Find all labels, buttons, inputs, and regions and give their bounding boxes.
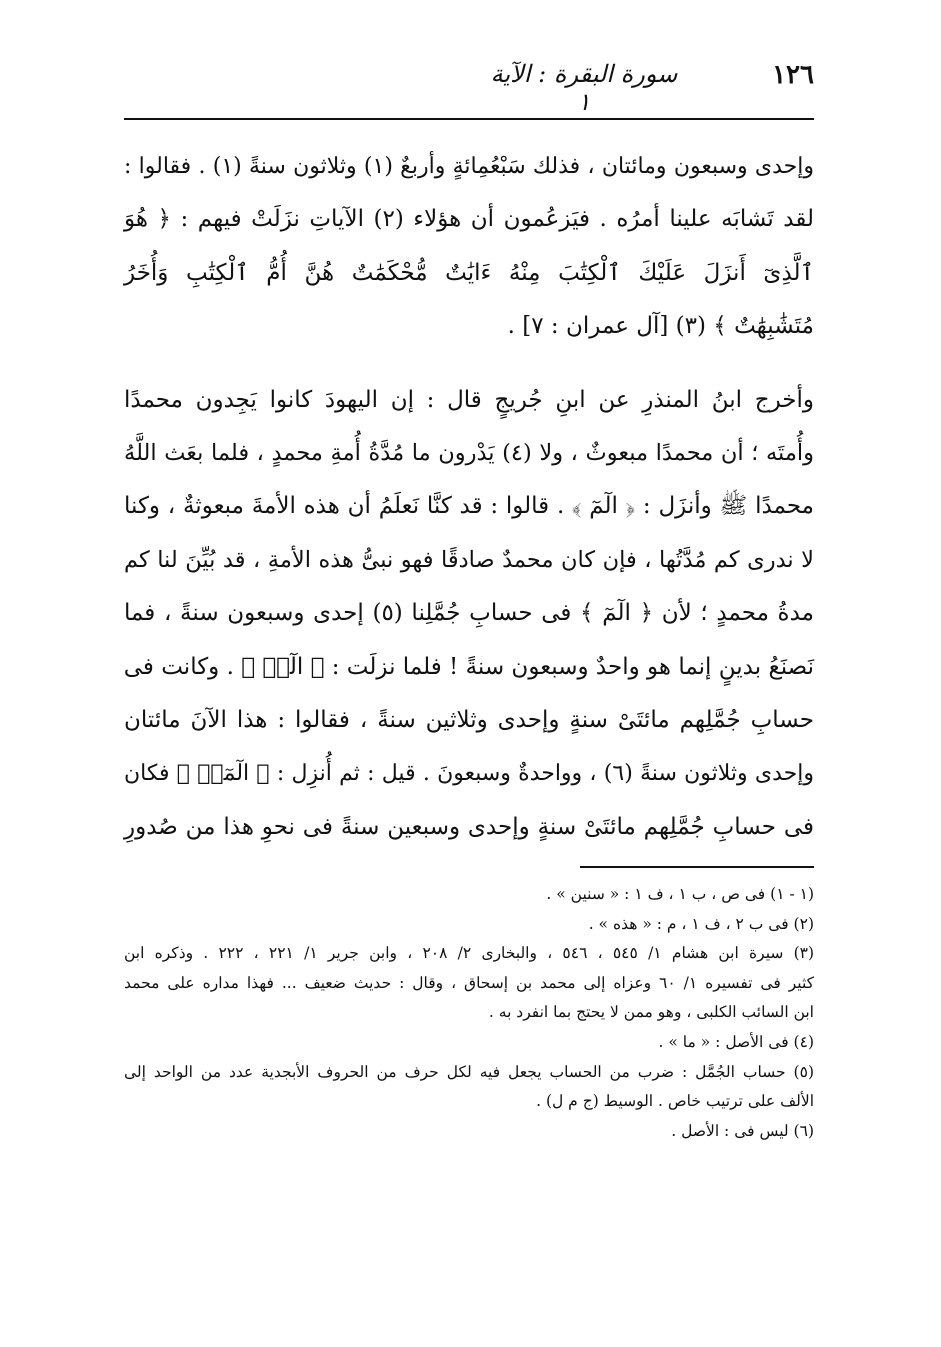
quran-verse-line: ٱلَّذِىٓ أَنزَلَ عَلَيْكَ ٱلْكِتَٰبَ مِنْهُ ءَايَٰتٌ مُّحْكَمَٰتٌ هُنَّ أُمُّ ٱلْكِتَٰبِ وَأُخَرُ [124,259,814,286]
footnote-5: (٥) حساب الجُمَّل : ضرب من الحساب يجعل فيه لكل حرف من الحروف الأبجدية عدد من الواحد إلى [124,1062,814,1081]
running-title: سورة البقرة : الآية ١ [490,60,678,116]
text-line: وإحدى وثلاثون سنةً (٦) ، وواحدةٌ وسبعونَ . قيل : ثم أُنزِل : ﴿ الٓمٓرۚ ﴾ فكان [124,761,814,787]
text-line: حسابِ جُمَّلِهم مائتَىْ سنةٍ وإحدى وثلاثين سنةً ، فقالوا : هذا الآنَ مائتان [124,707,814,734]
page-number: ١٢٦ [772,60,814,90]
text-line: وإحدى وسبعون ومائتان ، فذلك سَبْعُمِائةٍ وأربعٌ (١) وثلاثون سنةً (١) . فقالوا : [124,154,815,179]
page-header [124,58,814,116]
text-line: مُتَشَٰبِهَٰتٌ ﴾ (٣) [آل عمران : ٧] . [507,313,814,340]
text-line: وأخرج ابنُ المنذرِ عن ابنِ جُريجٍ قال : إن اليهودَ كانوا يَجِدون محمدًا [124,386,814,413]
footnote-2: (٢) فى ب ٢ ، ف ١ ، م : « هذه » . [588,914,814,933]
footnote-3-end: ابن السائب الكلبى ، وهو ممن لا يحتج بما انفرد به . [488,1003,814,1022]
footnote-1: (١ - ١) فى ص ، ب ١ ، ف ١ : « سنين » . [546,885,814,903]
footnote-5-end: الألف على ترتيب خاص . الوسيط (ج م ل) . [536,1092,814,1111]
footnotes [124,880,814,1146]
text-line: فى حسابِ جُمَّلِهم مائتَىْ سنةٍ وإحدى وسبعين سنةً فى نحوِ هذا من صُدورِ [124,813,814,840]
paragraph-gap [124,354,814,374]
footnote-3-cont: كثير فى تفسيره ١/ ٦٠ وعزاه إلى محمد بن إسحاق ، وقال : حديث ضعيف ... فهذا مداره على محمد [124,973,815,992]
text-line: لا ندرى كم مُدَّتُها ، فإن كان محمدٌ صادقًا فهو نبىُّ هذه الأمةِ ، قد بُيِّنَ لنا كم [124,546,814,573]
footnote-6: (٦) ليس فى : الأصل . [671,1121,814,1140]
text-line: محمدًا ﷺ وأنزَل : ﴿ الٓمٓ ﴾ . قالوا : قد كنَّا نَعلَمُ أن هذه الأمةَ مبعوثةٌ ، وكنا [124,493,814,520]
paragraph-2 [124,374,814,855]
main-text [124,140,814,854]
footnote-separator [580,866,814,868]
header-rule [124,118,814,120]
text-line: مدةُ محمدٍ ؛ لأن ﴿ الٓمٓ ﴾ فى حسابِ جُمَّلِنا (٥) إحدى وسبعون سنةً ، فما [124,600,814,627]
footnote-3: (٣) سيرة ابن هشام ١/ ٥٤٥ ، ٥٤٦ ، والبخارى ٢/ ٢٠٨ ، وابن جرير ١/ ٢٢١ ، ٢٢٢ . وذكره ابن [124,944,815,963]
text-line: نَصنَعُ بدينٍ إنما هو واحدٌ وسبعون سنةً ! فلما نزلَت : ﴿ الٓرۚ ﴾ . وكانت فى [123,653,814,680]
paragraph-1 [124,140,814,354]
text-line: وأُمتَه ؛ أن محمدًا مبعوثٌ ، ولا (٤) يَدْرون ما مُدَّةُ أُمةِ محمدٍ ، فلما بعَث اللَّهُ [124,440,814,467]
text-line: لقد تَشابَه علينا أمرُه . فيَزعُمون أن هؤلاء (٢) الآياتِ نزَلَتْ فيهم : ﴿ هُوَ [124,206,814,233]
footnote-4: (٤) فى الأصل : « ما » . [658,1032,814,1051]
